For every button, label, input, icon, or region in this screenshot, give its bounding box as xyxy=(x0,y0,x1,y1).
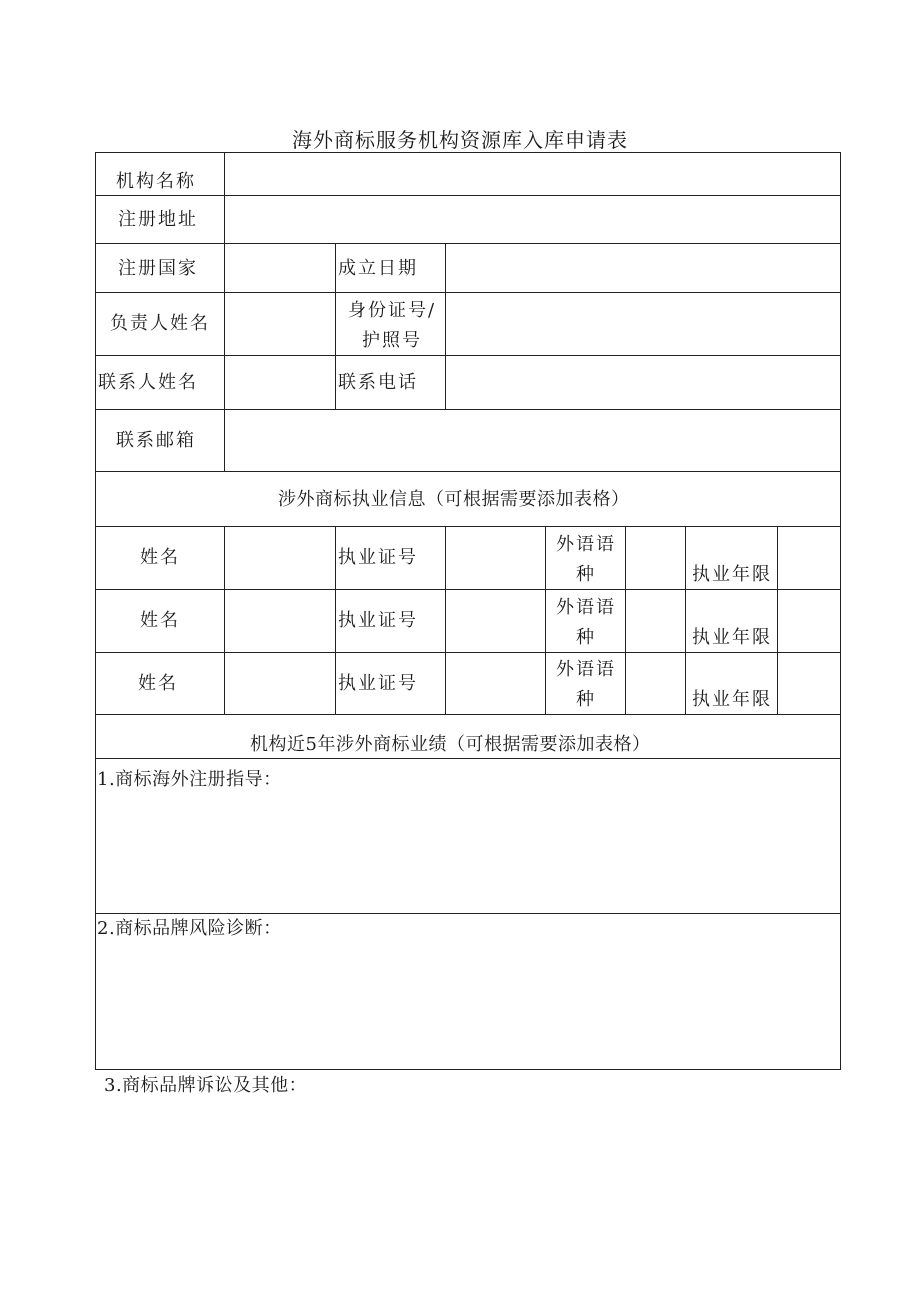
col-divider xyxy=(445,526,446,715)
performance-item-litigation: 3.商标品牌诉讼及其他： xyxy=(104,1075,308,1096)
col-divider xyxy=(545,526,546,715)
row-divider xyxy=(95,652,841,653)
org-name-label: 机构名称 xyxy=(116,171,196,192)
col-divider xyxy=(625,526,626,715)
id-passport-label-line1: 身份证号/ xyxy=(348,300,437,321)
row-divider xyxy=(95,292,841,293)
table-border-bottom xyxy=(95,1069,841,1070)
row-divider xyxy=(95,913,841,914)
practitioner-lang-label-line2: 种 xyxy=(576,564,596,585)
row-divider xyxy=(95,758,841,759)
row-divider xyxy=(95,243,841,244)
row-divider xyxy=(95,526,841,527)
id-passport-label-line2: 护照号 xyxy=(362,330,422,351)
row-divider xyxy=(95,355,841,356)
table-border-top xyxy=(95,152,841,153)
row-divider xyxy=(95,409,841,410)
performance-item-risk-diagnosis: 2.商标品牌风险诊断： xyxy=(97,918,282,939)
founded-date-label: 成立日期 xyxy=(338,258,418,279)
row-divider xyxy=(95,471,841,472)
practitioner-cert-label: 执业证号 xyxy=(338,610,418,631)
reg-address-label: 注册地址 xyxy=(118,209,198,230)
practitioner-cert-label: 执业证号 xyxy=(338,673,418,694)
practitioner-lang-label-line1: 外语语 xyxy=(556,534,616,555)
col-divider xyxy=(777,526,778,715)
col-divider xyxy=(224,152,225,472)
performance-item-overseas-registration: 1.商标海外注册指导： xyxy=(97,769,282,790)
page-title: 海外商标服务机构资源库入库申请表 xyxy=(292,128,628,152)
practitioner-name-label: 姓名 xyxy=(140,547,180,568)
practitioner-lang-label-line2: 种 xyxy=(576,689,596,710)
col-divider xyxy=(224,526,225,715)
practice-section-header: 涉外商标执业信息（可根据需要添加表格） xyxy=(278,489,630,510)
practitioner-years-label: 执业年限 xyxy=(692,627,772,648)
col-divider xyxy=(685,526,686,715)
row-divider xyxy=(95,714,841,715)
practitioner-name-label: 姓名 xyxy=(140,610,180,631)
contact-phone-label: 联系电话 xyxy=(338,372,418,393)
col-divider xyxy=(445,243,446,410)
practitioner-cert-label: 执业证号 xyxy=(338,547,418,568)
row-divider xyxy=(95,589,841,590)
practitioner-lang-label-line1: 外语语 xyxy=(556,597,616,618)
practitioner-lang-label-line2: 种 xyxy=(576,627,596,648)
performance-section-header: 机构近5年涉外商标业绩（可根据需要添加表格） xyxy=(250,734,651,755)
leader-name-label: 负责人姓名 xyxy=(110,313,210,334)
contact-name-label: 联系人姓名 xyxy=(98,372,198,393)
practitioner-name-label: 姓名 xyxy=(138,673,178,694)
contact-email-label: 联系邮箱 xyxy=(116,430,196,451)
practitioner-years-label: 执业年限 xyxy=(692,564,772,585)
practitioner-years-label: 执业年限 xyxy=(692,689,772,710)
reg-country-label: 注册国家 xyxy=(118,258,198,279)
practitioner-lang-label-line1: 外语语 xyxy=(556,659,616,680)
row-divider xyxy=(95,195,841,196)
table-border-right xyxy=(840,152,841,1070)
col-divider xyxy=(335,243,336,410)
col-divider xyxy=(335,526,336,715)
table-border-left xyxy=(95,152,96,1070)
